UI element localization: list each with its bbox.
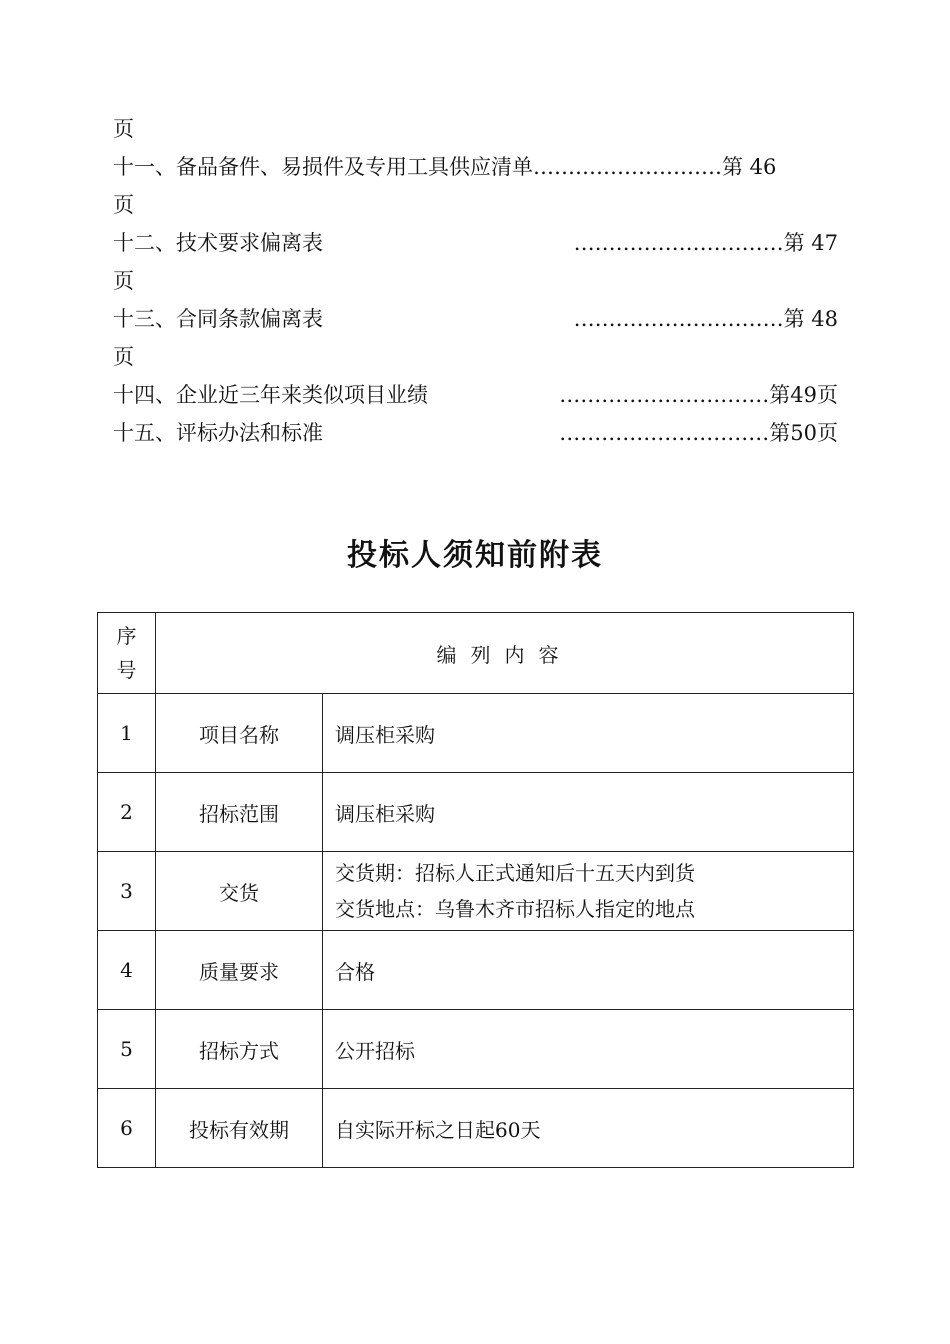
row-content [323,852,854,931]
toc-entry-text: 页 [113,193,134,217]
table-row [98,694,854,773]
toc-entry-text: 十四、企业近三年来类似项目业绩 [113,383,428,407]
toc-entry-text: 十一、备品备件、易损件及专用工具供应清单………………………第 46 [113,155,777,179]
toc-line [113,338,838,376]
toc-line [113,186,838,224]
toc-line [113,110,838,148]
table-row [98,773,854,852]
row-content: 调压柜采购 [323,694,854,773]
toc-line [113,224,838,262]
row-item: 项目名称 [156,694,323,773]
toc-line [113,148,838,186]
toc-entry-text: 十五、评标办法和标准 [113,421,323,445]
row-no: 1 [98,694,156,773]
toc-entry-page: …………………………第49页 [559,383,838,407]
toc-line [113,262,838,300]
toc-line [113,414,838,452]
table-row [98,1010,854,1089]
row-no: 5 [98,1010,156,1089]
header-content-cell: 编列内容 [156,613,854,694]
header-no-line1: 序 [116,624,137,648]
row-no: 2 [98,773,156,852]
row-content: 合格 [323,931,854,1010]
table-row [98,1089,854,1168]
row-content: 调压柜采购 [323,773,854,852]
row-item: 交货 [156,852,323,931]
row-item: 质量要求 [156,931,323,1010]
table-row [98,852,854,931]
table-of-contents [113,110,838,452]
toc-line [113,376,838,414]
bidder-instructions-table [97,612,854,1168]
delivery-period: 交货期：招标人正式通知后十五天内到货 [335,861,695,885]
toc-entry-text: 页 [113,345,134,369]
row-no: 4 [98,931,156,1010]
toc-entry-page: …………………………第 48 [573,307,838,331]
header-no-line2: 号 [116,658,137,682]
toc-entry-text: 页 [113,117,134,141]
row-item: 投标有效期 [156,1089,323,1168]
table-header-row [98,613,854,694]
toc-entry-text: 十二、技术要求偏离表 [113,231,323,255]
row-no: 6 [98,1089,156,1168]
section-title: 投标人须知前附表 [347,538,603,573]
toc-entry-text: 十三、合同条款偏离表 [113,307,323,331]
toc-entry-page: …………………………第50页 [559,421,838,445]
row-item: 招标范围 [156,773,323,852]
toc-entry-page: …………………………第 47 [573,231,838,255]
row-no: 3 [98,852,156,931]
header-no-cell [98,613,156,694]
row-content: 公开招标 [323,1010,854,1089]
row-item: 招标方式 [156,1010,323,1089]
toc-line [113,300,838,338]
toc-entry-text: 页 [113,269,134,293]
table-row [98,931,854,1010]
delivery-location: 交货地点：乌鲁木齐市招标人指定的地点 [335,897,695,921]
row-content: 自实际开标之日起60天 [323,1089,854,1168]
